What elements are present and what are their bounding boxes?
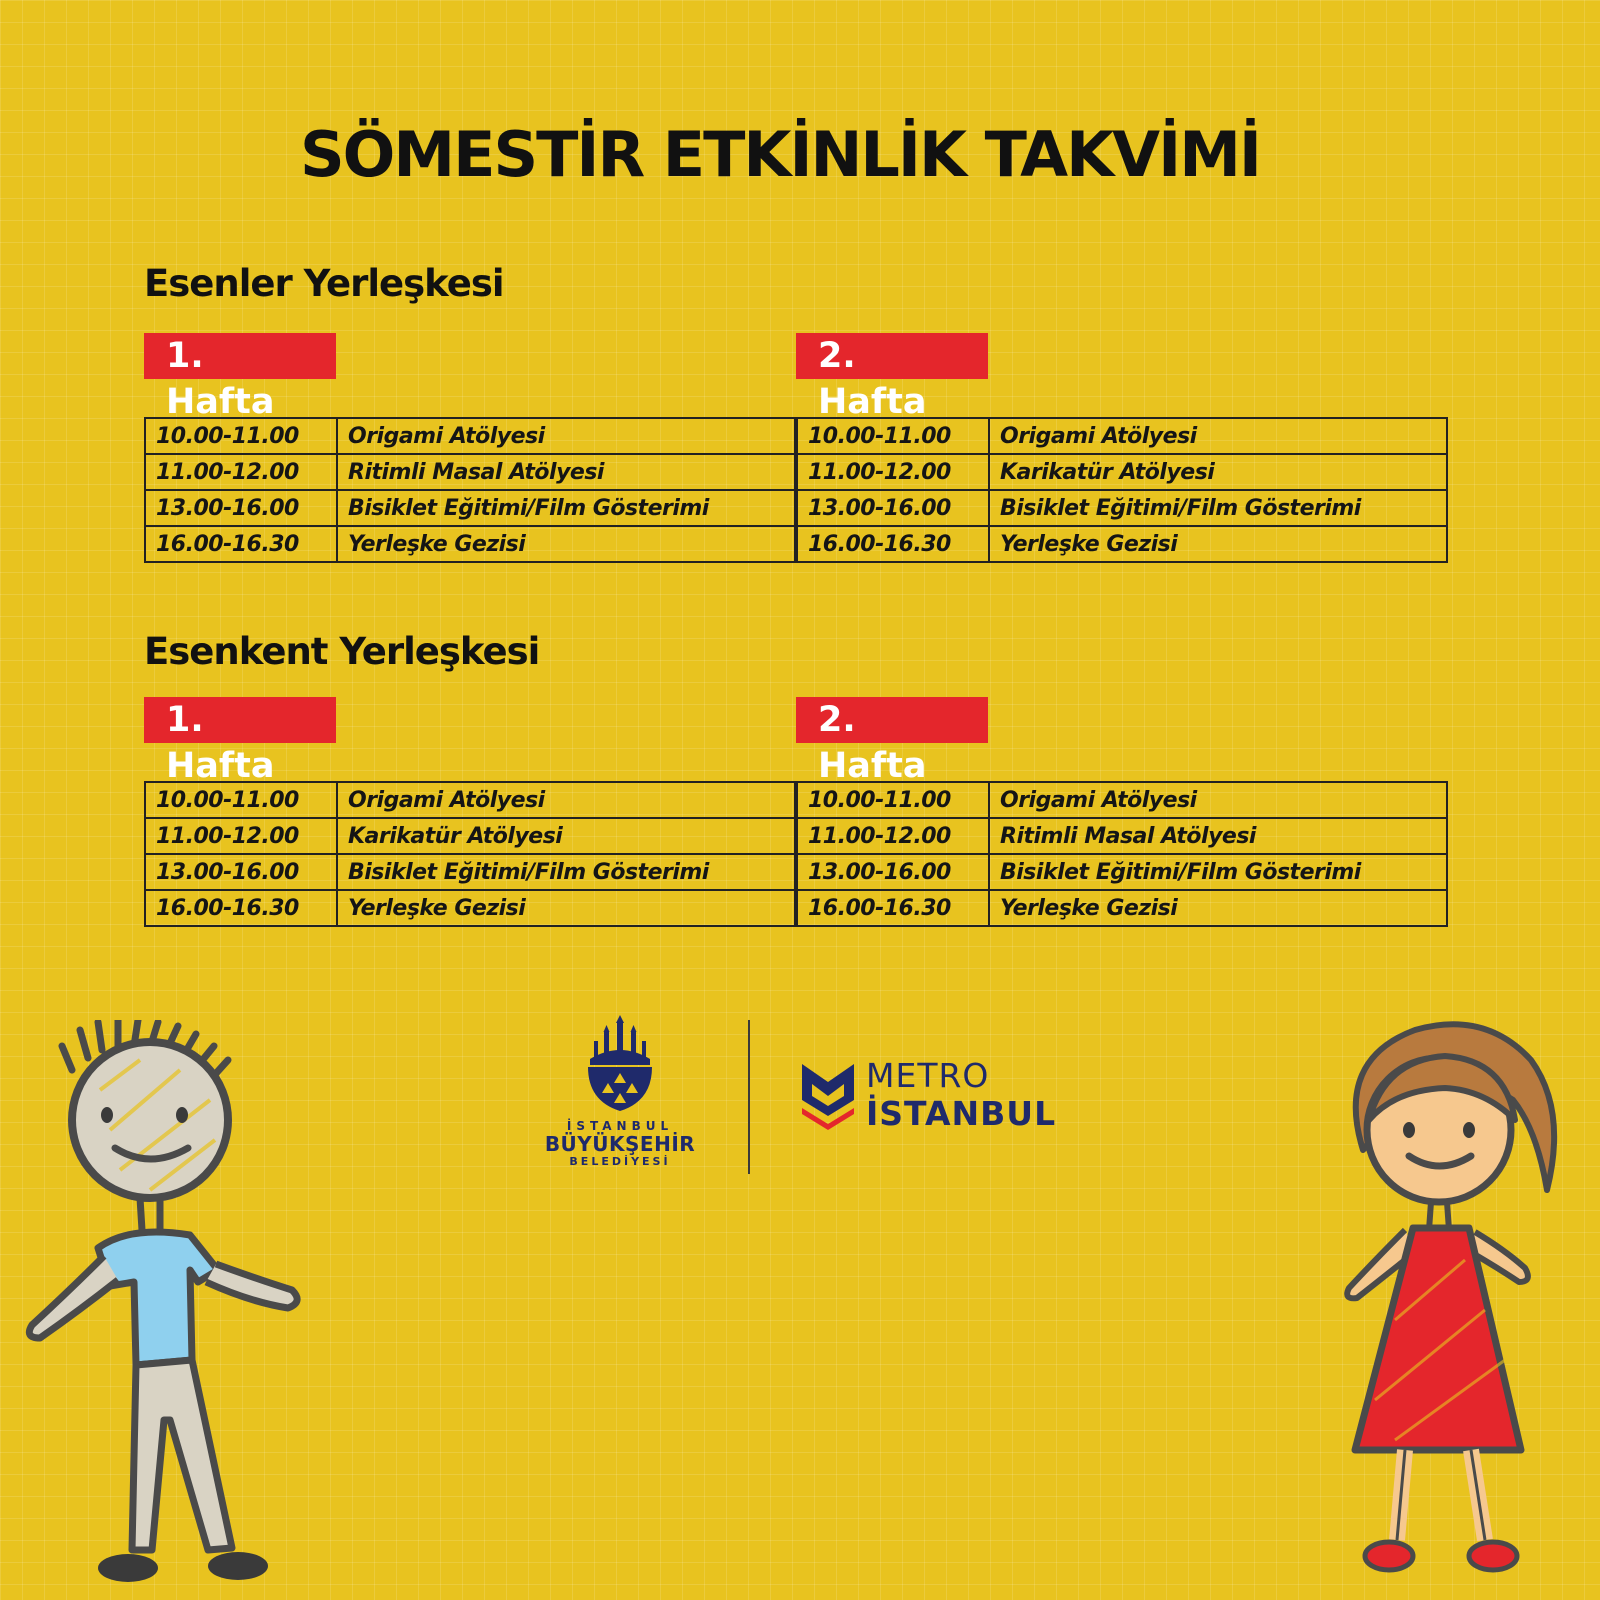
activity-cell: Bisiklet Eğitimi/Film Gösterimi: [989, 490, 1447, 526]
table-row: [797, 818, 1447, 854]
ibb-logo-line3: BELEDİYESİ: [569, 1155, 671, 1168]
time-cell: 10.00-11.00: [797, 418, 989, 454]
activity-cell: Bisiklet Eğitimi/Film Gösterimi: [337, 490, 795, 526]
campus-title-esenler: Esenler Yerleşkesi: [144, 262, 504, 305]
activity-cell: Ritimli Masal Atölyesi: [989, 818, 1447, 854]
week-schedule: [144, 333, 796, 563]
metro-m-icon: [798, 1060, 858, 1132]
metro-logo-line1: METRO: [866, 1056, 990, 1095]
activity-cell: Karikatür Atölyesi: [337, 818, 795, 854]
table-row: [797, 854, 1447, 890]
activity-cell: Karikatür Atölyesi: [989, 454, 1447, 490]
ibb-logo-line2: BÜYÜKŞEHİR: [544, 1132, 696, 1156]
table-row: [145, 890, 795, 926]
time-cell: 13.00-16.00: [145, 854, 337, 890]
time-cell: 13.00-16.00: [797, 490, 989, 526]
table-row: [797, 418, 1447, 454]
metro-istanbul-logo: [798, 1058, 1078, 1138]
table-row: [797, 526, 1447, 562]
schedule-table: [144, 781, 796, 927]
page-title: SÖMESTİR ETKİNLİK TAKVİMİ: [300, 118, 1260, 191]
activity-cell: Origami Atölyesi: [989, 418, 1447, 454]
week-schedule: [796, 697, 1448, 927]
time-cell: 11.00-12.00: [797, 818, 989, 854]
metro-logo-line2: İSTANBUL: [866, 1094, 1057, 1133]
activity-cell: Ritimli Masal Atölyesi: [337, 454, 795, 490]
ibb-emblem-icon: [580, 1015, 660, 1115]
activity-cell: Yerleşke Gezisi: [989, 890, 1447, 926]
week-label: 2. Hafta: [796, 333, 988, 379]
time-cell: 16.00-16.30: [797, 526, 989, 562]
table-row: [145, 818, 795, 854]
activity-cell: Origami Atölyesi: [337, 782, 795, 818]
time-cell: 16.00-16.30: [797, 890, 989, 926]
time-cell: 10.00-11.00: [797, 782, 989, 818]
time-cell: 11.00-12.00: [145, 454, 337, 490]
activity-cell: Yerleşke Gezisi: [337, 526, 795, 562]
time-cell: 13.00-16.00: [797, 854, 989, 890]
week-label: 2. Hafta: [796, 697, 988, 743]
table-row: [145, 782, 795, 818]
table-row: [797, 454, 1447, 490]
logo-divider: [748, 1020, 750, 1174]
table-row: [145, 454, 795, 490]
ibb-logo-line1: İSTANBUL: [566, 1119, 674, 1133]
activity-cell: Yerleşke Gezisi: [337, 890, 795, 926]
time-cell: 10.00-11.00: [145, 782, 337, 818]
activity-cell: Bisiklet Eğitimi/Film Gösterimi: [989, 854, 1447, 890]
time-cell: 16.00-16.30: [145, 890, 337, 926]
activity-cell: Bisiklet Eğitimi/Film Gösterimi: [337, 854, 795, 890]
activity-cell: Origami Atölyesi: [337, 418, 795, 454]
schedule-table: [796, 781, 1448, 927]
week-schedule: [144, 697, 796, 927]
table-row: [145, 418, 795, 454]
time-cell: 11.00-12.00: [145, 818, 337, 854]
week-label: 1. Hafta: [144, 333, 336, 379]
schedule-table: [796, 417, 1448, 563]
table-row: [145, 854, 795, 890]
time-cell: 13.00-16.00: [145, 490, 337, 526]
activity-cell: Origami Atölyesi: [989, 782, 1447, 818]
table-row: [145, 526, 795, 562]
table-row: [797, 890, 1447, 926]
ibb-logo: [530, 1015, 710, 1168]
activity-cell: Yerleşke Gezisi: [989, 526, 1447, 562]
schedule-table: [144, 417, 796, 563]
time-cell: 11.00-12.00: [797, 454, 989, 490]
table-row: [145, 490, 795, 526]
week-label: 1. Hafta: [144, 697, 336, 743]
time-cell: 10.00-11.00: [145, 418, 337, 454]
time-cell: 16.00-16.30: [145, 526, 337, 562]
week-schedule: [796, 333, 1448, 563]
table-row: [797, 782, 1447, 818]
boy-illustration: [10, 1020, 310, 1595]
girl-illustration: [1335, 1020, 1565, 1595]
campus-title-esenkent: Esenkent Yerleşkesi: [144, 630, 540, 673]
table-row: [797, 490, 1447, 526]
